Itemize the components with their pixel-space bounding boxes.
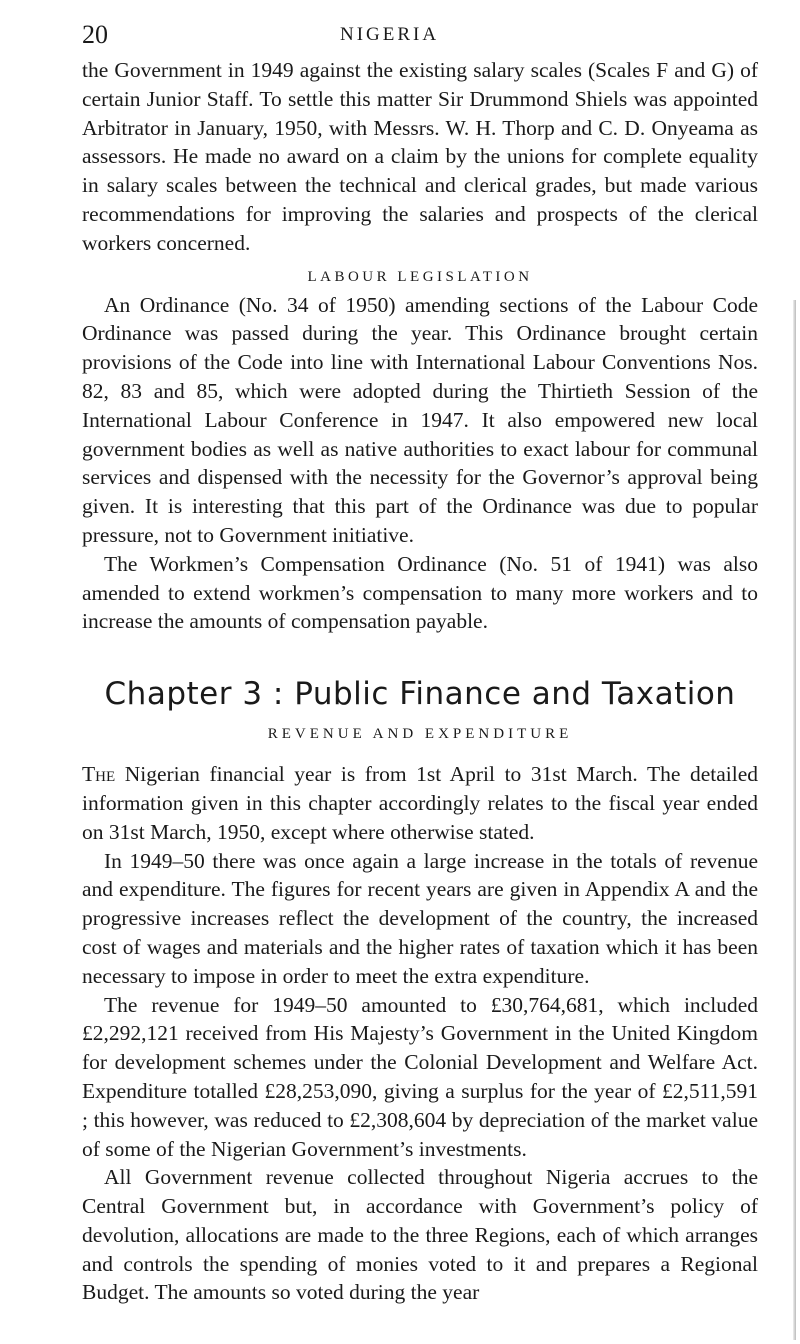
page-number: 20 (82, 20, 108, 49)
paragraph-labour-ordinance: An Ordinance (No. 34 of 1950) amending sections of the Labour Code Ordinance was passed during the year. This Ordinance brought certain provisions of the Code into line with International Labour Conventions Nos. 82, 83 and 85, which were adopted during the Thirtieth Session of the International Labour Conference in 1947. It also empowered new local government bodies as well as native authorities to exact labour for communal services and dispensed with the necessity for the Governor’s approval being given. It is interesting that this part of the Ordinance was due to popular pressure, not to Government initiative. (82, 292, 758, 547)
running-head: NIGERIA (340, 24, 440, 45)
paragraph-lead-word: The (82, 762, 116, 787)
section-heading-labour-legislation: LABOUR LEGISLATION (307, 268, 533, 285)
paragraph-salary-arbitration: the Government in 1949 against the existing salary scales (Scales F and G) of certain Junior Staff. To settle this matter Sir Drummond Shiels was appointed Arbitrator in January, 1950, with Messrs. W. H. Thorp and C. D. Onyeama as assessors. He made no award on a claim by the unions for complete equality in salary scales between the technical and clerical grades, but made various recommendations for improving the salaries and prospects of the clerical workers concerned. (82, 58, 758, 255)
paragraph-financial-year-text: Nigerian financial year is from 1st April to 31st March. The detailed information given in this chapter accordingly relates to the fiscal year ended on 31st March, 1950, except where otherwise stated. (82, 762, 758, 844)
section-heading-revenue-expenditure: REVENUE AND EXPENDITURE (267, 726, 573, 743)
body-text (82, 56, 758, 1307)
chapter-title: Chapter 3 : Public Finance and Taxation (104, 676, 736, 713)
paragraph-revenue-increase: In 1949–50 there was once again a large increase in the totals of revenue and expenditure. The figures for recent years are given in Appendix A and the progressive increases reflect the development of the country, the increased cost of wages and materials and the higher rates of taxation which it has been necessary to impose in order to meet the extra expenditure. (82, 848, 758, 988)
paragraph-financial-year (82, 760, 758, 846)
page-edge-shadow (793, 300, 796, 1340)
paragraph-workmens-compensation: The Workmen’s Compensation Ordinance (No. 51 of 1941) was also amended to extend workmen’s compensation to many more workers and to increase the amounts of compensation payable. (82, 551, 758, 634)
paragraph-revenue-totals: The revenue for 1949–50 amounted to £30,764,681, which included £2,292,121 received from His Majesty’s Government in the United Kingdom for development schemes under the Colonial Development and Welfare Act. Expenditure totalled £28,253,090, giving a surplus for the year of £2,511,591 ; this however, was reduced to £2,308,604 by depreciation of the market value of some of the Nigerian Government’s investments. (82, 992, 758, 1161)
page-header (82, 20, 722, 50)
paragraph-regional-allocation: All Government revenue collected throughout Nigeria accrues to the Central Government but, in accordance with Government’s policy of devolution, allocations are made to the three Regions, each of which arranges and controls the spending of monies voted to it and prepares a Regional Budget. The amounts so voted during the year (82, 1165, 758, 1305)
